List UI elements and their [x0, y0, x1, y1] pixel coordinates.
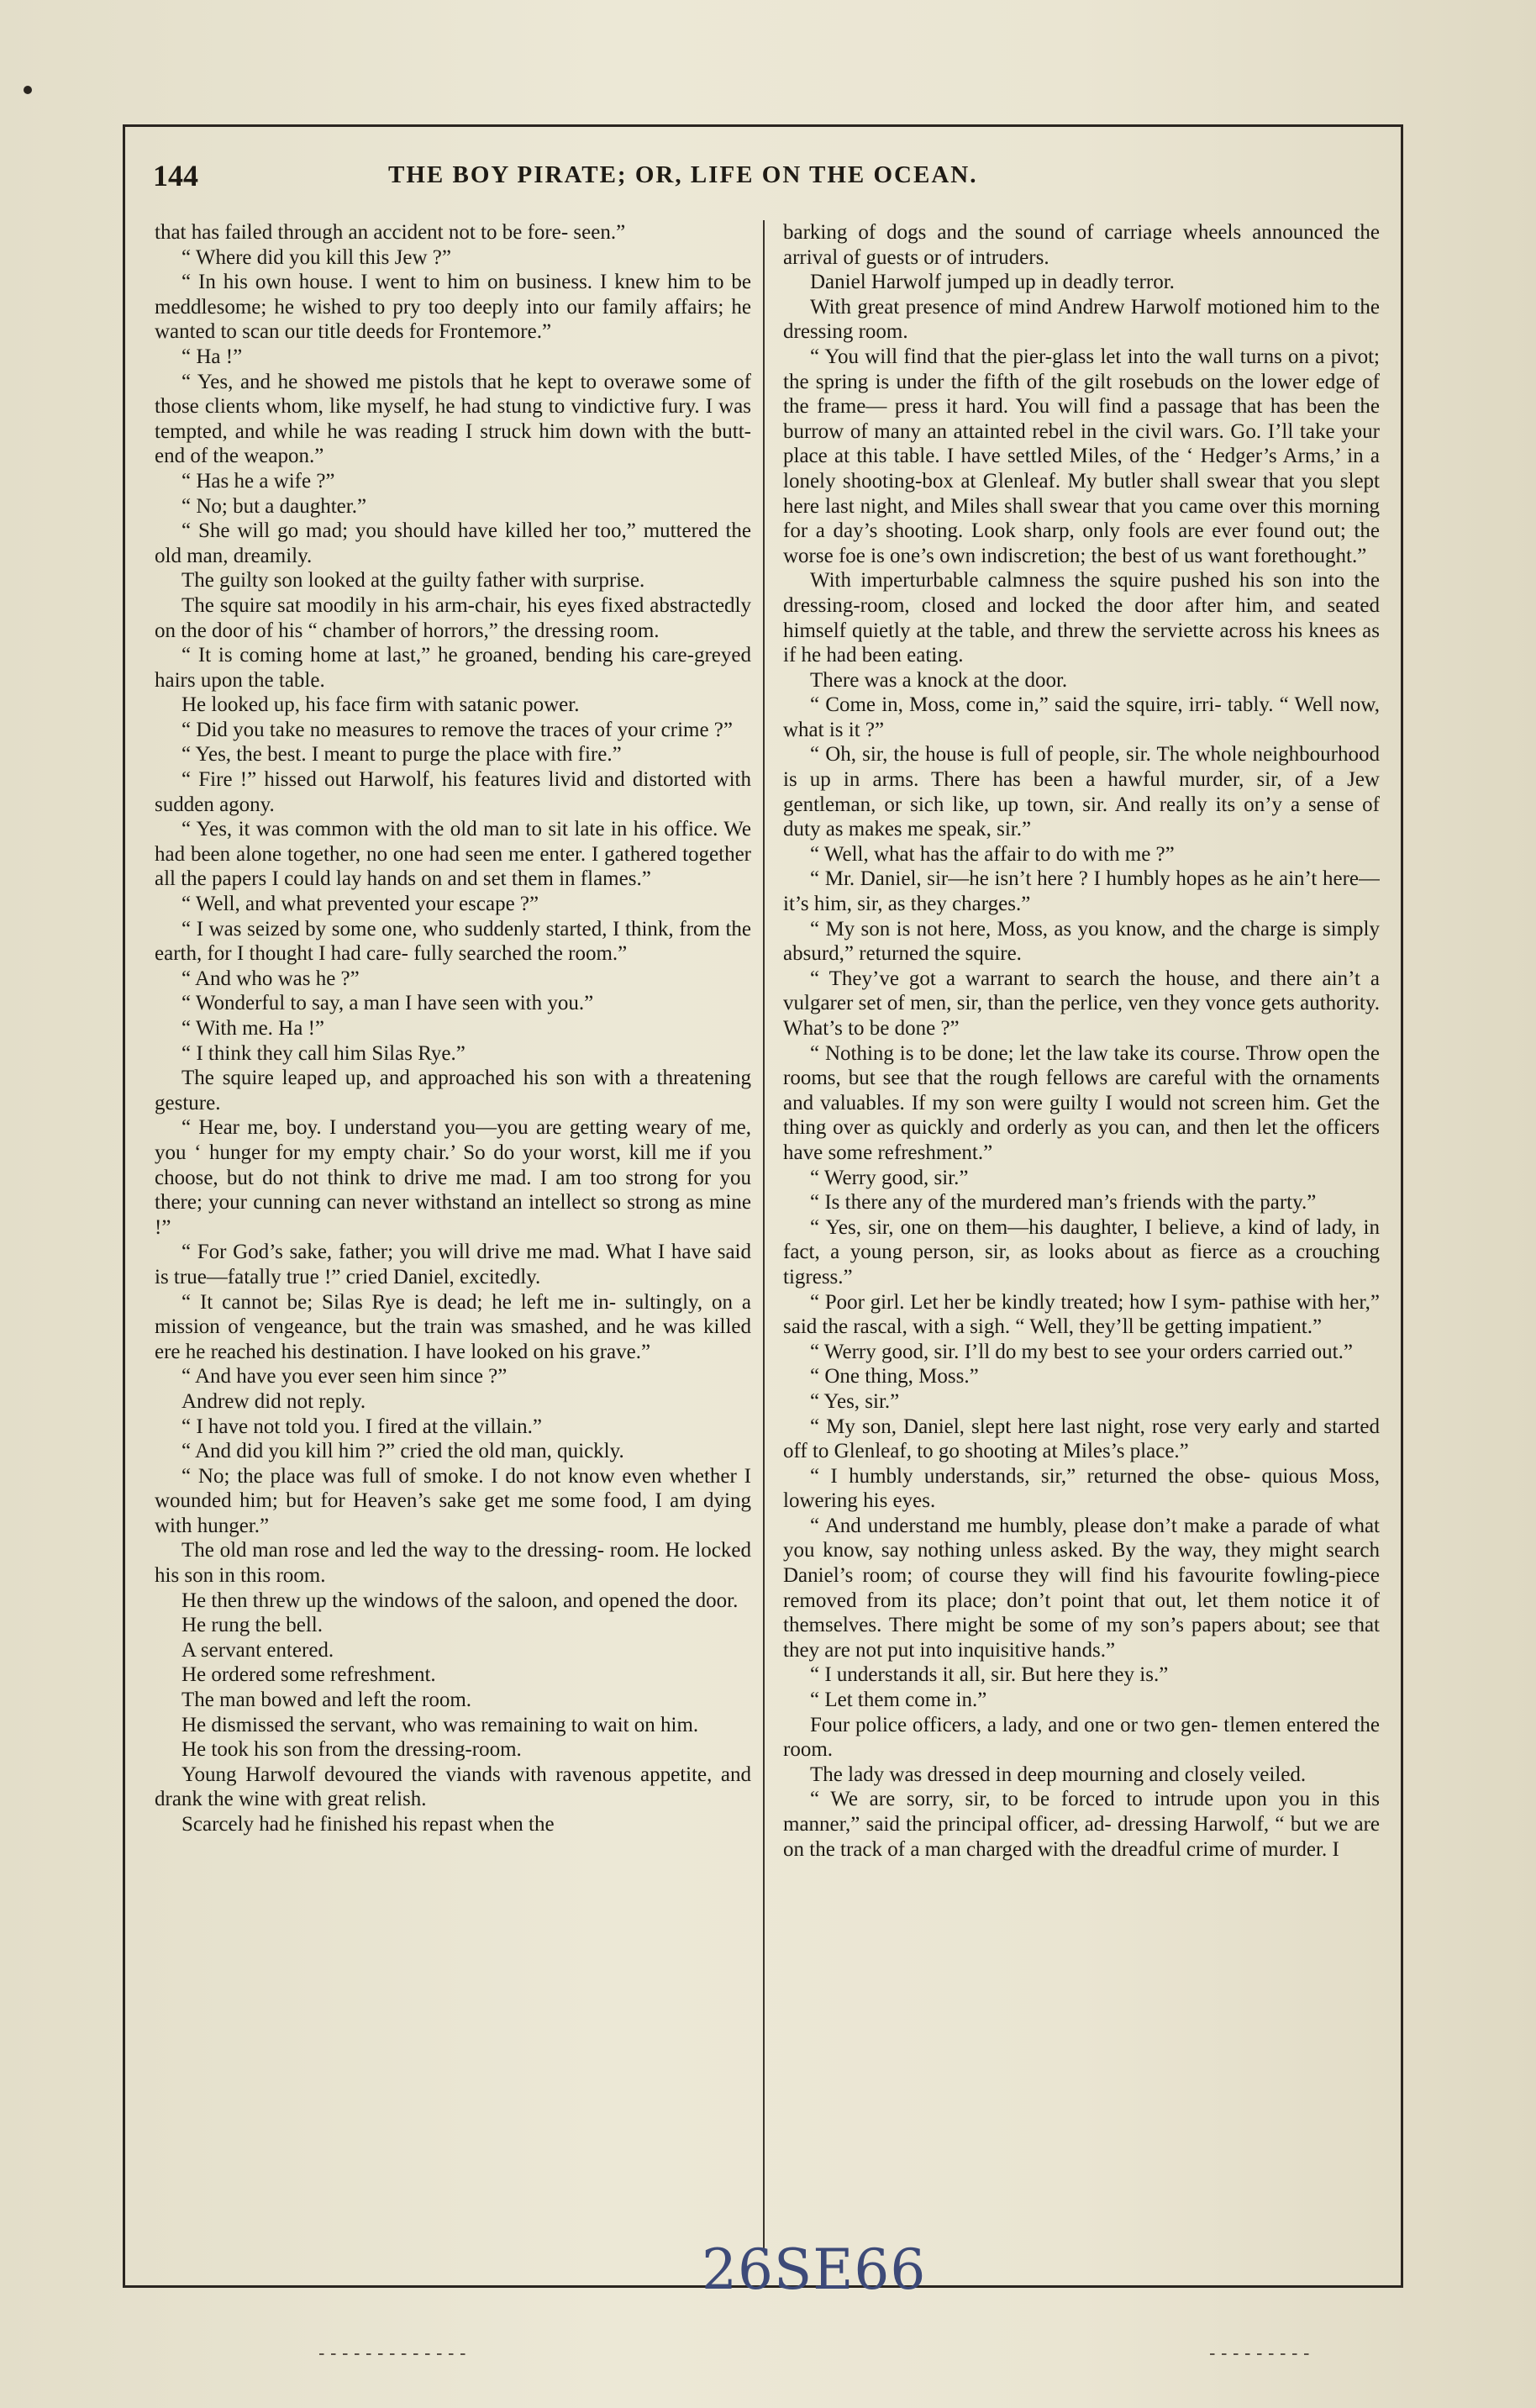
paragraph: “ Poor girl. Let her be kindly treated; how I sym- pathise with her,” said the rascal, with a sigh. “ Well, they’ll be getting impatient.”	[783, 1290, 1380, 1339]
right-column	[783, 220, 1380, 2254]
paragraph: “ Where did you kill this Jew ?”	[181, 245, 451, 269]
paragraph: “ And have you ever seen him since ?”	[181, 1365, 508, 1388]
paragraph: “ It cannot be; Silas Rye is dead; he left me in- sultingly, on a mission of vengeance, but the train was smashed, and he was killed ere he reached his destination. I have looked on his grave.”	[155, 1290, 751, 1363]
left-column	[155, 220, 751, 2254]
paragraph: “ Yes, it was common with the old man to sit late in his office. We had been alone together, no one had seen me enter. I gathered together all the papers I could lay hands on and set them in flames.”	[155, 818, 751, 891]
paragraph: The squire sat moodily in his arm-chair, his eyes fixed abstractedly on the door of his “ chamber of horrors,” the dressing room.	[155, 593, 751, 642]
paragraph: “ Well, what has the affair to do with me ?”	[810, 842, 1175, 866]
paragraph: “ Werry good, sir. I’ll do my best to see your orders carried out.”	[810, 1340, 1353, 1363]
paragraph: “ Yes, the best. I meant to purge the place with fire.”	[181, 743, 622, 767]
paragraph: Andrew did not reply.	[181, 1389, 366, 1413]
page-number: 144	[153, 159, 198, 192]
paragraph: “ Well, and what prevented your escape ?”	[181, 893, 539, 916]
paragraph: “ My son, Daniel, slept here last night, rose very early and started off to Glenleaf, to go shooting at Miles’s place.”	[783, 1415, 1380, 1463]
paragraph: “ They’ve got a warrant to search the house, and there ain’t a vulgarer set of men, sir, than the perlice, ven they vonce gets authority. What’s to be done ?”	[783, 967, 1380, 1040]
paragraph: “ Nothing is to be done; let the law take its course. Throw open the rooms, but see that the rough fellows are careful with the ornaments and valuables. If my son were guilty I would not screen him. Get the thing over as quickly and orderly as you can, and then let the officers have some refreshment.”	[783, 1041, 1380, 1164]
paragraph: “ And understand me humbly, please don’t make a parade of what you know, say nothing unless asked. By the way, they might search Daniel’s room; of course they will find his favourite fowling-piece removed from its place; don’t point that out, let them notice it of themselves. There might be some of my son’s papers about; see that they are not put into inquisitive hands.”	[783, 1514, 1380, 1662]
paragraph: Four police officers, a lady, and one or two gen- tlemen entered the room.	[783, 1713, 1380, 1762]
paragraph: “ We are sorry, sir, to be forced to intrude upon you in this manner,” said the principal officer, ad- dressing Harwolf, “ but we are on the track of a man charged with the dreadful crime of murder. I	[783, 1788, 1380, 1861]
paragraph: The lady was dressed in deep mourning and closely veiled.	[810, 1763, 1307, 1786]
paragraph: “ Did you take no measures to remove the traces of your crime ?”	[181, 718, 733, 741]
paragraph: “ Ha !”	[181, 345, 243, 368]
paragraph: “ I humbly understands, sir,” returned the obse- quious Moss, lowering his eyes.	[783, 1464, 1380, 1513]
paragraph: Daniel Harwolf jumped up in deadly terror.	[810, 271, 1175, 294]
paragraph: “ Yes, and he showed me pistols that he kept to overawe some of those clients whom, like myself, he had stung to vindictive fury. I was tempted, and while he was reading I struck him down with the butt-end of the weapon.”	[155, 370, 751, 468]
paragraph: “ One thing, Moss.”	[810, 1365, 979, 1388]
paragraph: “ For God’s sake, father; you will drive me mad. What I have said is true—fatally true !” cried Daniel, excitedly.	[155, 1241, 751, 1288]
paragraph: “ Wonderful to say, a man I have seen with you.”	[181, 992, 594, 1015]
paragraph: “ I understands it all, sir. But here they is.”	[810, 1663, 1169, 1687]
running-title: THE BOY PIRATE; OR, LIFE ON THE OCEAN.	[388, 161, 978, 188]
paragraph: The squire leaped up, and approached his son with a threatening gesture.	[155, 1067, 751, 1114]
paragraph: “ Yes, sir, one on them—his daughter, I believe, a kind of lady, in fact, a young person, sir, as looks about as fierce as a crouching tigress.”	[783, 1215, 1380, 1288]
paragraph: “ Oh, sir, the house is full of people, sir. The whole neighbourhood is up in arms. There has been a hawful murder, sir, of a Jew gentleman, or sich like, up town, sir. And really its on’y a sense of duty as makes me speak, sir.”	[783, 743, 1380, 841]
paragraph: He dismissed the servant, who was remaining to wait on him.	[181, 1713, 699, 1736]
paragraph: The guilty son looked at the guilty father with surprise.	[181, 569, 645, 593]
paragraph: A servant entered.	[181, 1638, 334, 1662]
paragraph: “ Let them come in.”	[810, 1689, 987, 1712]
paragraph: He ordered some refreshment.	[181, 1663, 436, 1687]
paragraph: “ I have not told you. I fired at the villain.”	[181, 1415, 543, 1438]
paragraph: “ No; the place was full of smoke. I do not know even whether I wounded him; but for Heaven’s sake get me some food, I am dying with hunger.”	[155, 1464, 751, 1537]
paragraph: “ Hear me, boy. I understand you—you are getting weary of me, you ‘ hunger for my empty chair.’ So do your worst, kill me if you choose, but do not think to drive me mad. I am too strong for you there; your cunning can never withstand an intellect so strong as mine !”	[155, 1116, 751, 1239]
paragraph: He took his son from the dressing-room.	[181, 1738, 522, 1762]
paragraph: “ It is coming home at last,” he groaned, bending his care-greyed hairs upon the table.	[155, 644, 751, 692]
paragraph: “ Is there any of the murdered man’s friends with the party.”	[810, 1191, 1317, 1215]
paragraph: barking of dogs and the sound of carriage wheels announced the arrival of guests or of intruders.	[783, 221, 1380, 269]
paragraph: He looked up, his face firm with satanic power.	[181, 693, 580, 717]
paragraph: “ No; but a daughter.”	[181, 494, 367, 518]
page-header	[153, 158, 1371, 195]
paragraph: “ Come in, Moss, come in,” said the squire, irri- tably. “ Well now, what is it ?”	[783, 693, 1380, 741]
paragraph: “ My son is not here, Moss, as you know, and the charge is simply absurd,” returned the squire.	[783, 917, 1380, 966]
paragraph: There was a knock at the door.	[810, 668, 1068, 692]
paragraph: “ Fire !” hissed out Harwolf, his features livid and distorted with sudden agony.	[155, 768, 751, 816]
paragraph: “ You will find that the pier-glass let into the wall turns on a pivot; the spring is under the fifth of the gilt rosebuds on the lower edge of the frame— press it hard. You will find a passage that has been the burrow of many an attainted rebel in the civil wars. Go. I’ll take your place at this table. I have settled Miles, of the ‘ Hedger’s Arms,’ in a lonely shooting-box at Glenleaf. My butler shall swear that you slept here last night, and Miles shall swear that you came over this morning for a day’s shooting. Look sharp, only fools are ever found out; the worse foe is one’s own indiscretion; the best of us want forethought.”	[783, 345, 1380, 567]
paragraph: “ Yes, sir.”	[810, 1389, 900, 1413]
paragraph: “ With me. Ha !”	[181, 1017, 324, 1040]
bottom-dashes-right	[1210, 2353, 1311, 2355]
paragraph: “ In his own house. I went to him on business. I knew him to be meddlesome; he wished to pry too deeply into our family affairs; he wanted to scan our title deeds for Frontemore.”	[155, 271, 751, 344]
column-divider	[763, 220, 765, 2250]
paragraph: that has failed through an accident not to be fore- seen.”	[155, 221, 626, 244]
paragraph: He then threw up the windows of the saloon, and opened the door.	[181, 1589, 739, 1612]
paragraph: “ And who was he ?”	[181, 967, 360, 990]
paragraph: Young Harwolf devoured the viands with ravenous appetite, and drank the wine with great relish.	[155, 1763, 751, 1811]
paragraph: The old man rose and led the way to the dressing- room. He locked his son in this room.	[155, 1539, 751, 1588]
paragraph: He rung the bell.	[181, 1614, 324, 1637]
paragraph: Scarcely had he finished his repast when the	[181, 1813, 555, 1836]
paragraph: “ I was seized by some one, who suddenly started, I think, from the earth, for I thought I had care- fully searched the room.”	[155, 917, 751, 966]
paragraph: The man bowed and left the room.	[181, 1689, 472, 1712]
paragraph: “ Has he a wife ?”	[181, 469, 335, 493]
margin-mark	[24, 86, 32, 94]
paragraph: “ She will go mad; you should have killed her too,” muttered the old man, dreamily.	[155, 519, 751, 567]
library-stamp: 26SE66	[702, 2237, 927, 2302]
paragraph: “ And did you kill him ?” cried the old man, quickly.	[181, 1440, 624, 1463]
paragraph: With imperturbable calmness the squire pushed his son into the dressing-room, closed and locked the door after him, and seated himself quietly at the table, and threw the serviette across his knees as if he had been eating.	[783, 569, 1380, 667]
paragraph: “ Mr. Daniel, sir—he isn’t here ? I humbly hopes as he ain’t here—it’s him, sir, as they charges.”	[783, 867, 1380, 916]
bottom-dashes-left	[319, 2353, 471, 2355]
paragraph: With great presence of mind Andrew Harwolf motioned him to the dressing room.	[783, 295, 1380, 344]
paragraph: “ I think they call him Silas Rye.”	[181, 1041, 466, 1065]
paragraph: “ Werry good, sir.”	[810, 1166, 969, 1189]
